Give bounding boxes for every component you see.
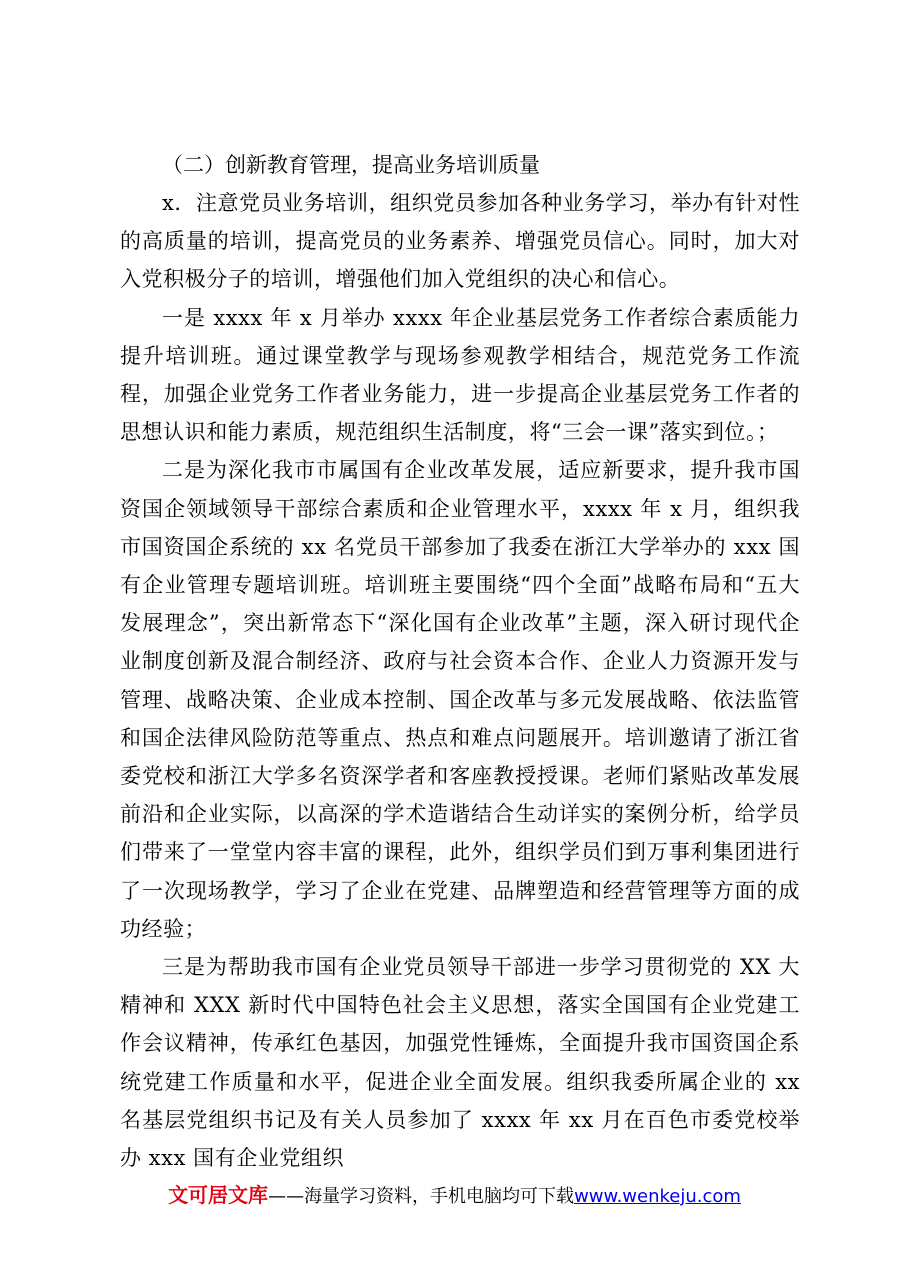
footer-brand: 文可居文库 xyxy=(168,1183,269,1207)
paragraph-second: 二是为深化我市市属国有企业改革发展，适应新要求，提升我市国资国企领域领导干部综合素质和企业管理水平，xxxx 年 x 月，组织我市国资国企系统的 xx 名党员干部参加了我委在浙江大学举办的 xxx 国有企业管理专题培训班。培训班主要围绕“四个全面”战略布局和“五大发展理念”，突出新常态下“深化国有企业改革”主题，深入研讨现代企业制度创新及混合制经济、政府与社会资本合作、企业人力资源开发与管理、战略决策、企业成本控制、国企改革与多元发展战略、依法监管和国企法律风险防范等重点、热点和难点问题展开。培训邀请了浙江省委党校和浙江大学多名资深学者和客座教授授课。老师们紧贴改革发展前沿和企业实际，以高深的学术造谐结合生动详实的案例分析，给学员们带来了一堂堂内容丰富的课程，此外，组织学员们到万事利集团进行了一次现场教学，学习了企业在党建、品牌塑造和经营管理等方面的成功经验； xyxy=(120,458,800,941)
section-heading: （二）创新教育管理，提高业务培训质量 xyxy=(162,153,540,177)
paragraph-intro: x．注意党员业务培训，组织党员参加各种业务学习，举办有针对性的高质量的培训，提高党员的业务素养、增强党员信心。同时，加大对入党积极分子的培训，增强他们加入党组织的决心和信心。 xyxy=(120,191,800,292)
page-footer xyxy=(0,1180,909,1212)
footer-tagline: ——海量学习资料，手机电脑均可下载 xyxy=(268,1186,575,1207)
footer-link[interactable]: www.wenkeju.com xyxy=(574,1186,741,1207)
document-body xyxy=(120,148,800,1177)
paragraph-third: 三是为帮助我市国有企业党员领导干部进一步学习贯彻党的 XX 大精神和 XXX 新时代中国特色社会主义思想，落实全国国有企业党建工作会议精神，传承红色基因，加强党性锤炼，全面提升我市国资国企系统党建工作质量和水平，促进企业全面发展。组织我委所属企业的 xx 名基层党组织书记及有关人员参加了 xxxx 年 xx 月在百色市委党校举办 xxx 国有企业党组织 xyxy=(120,955,800,1171)
paragraph-first: 一是 xxxx 年 x 月举办 xxxx 年企业基层党务工作者综合素质能力提升培训班。通过课堂教学与现场参观教学相结合，规范党务工作流程，加强企业党务工作者业务能力，进一步提高企业基层党务工作者的思想认识和能力素质，规范组织生活制度，将“三会一课”落实到位。； xyxy=(120,305,800,445)
